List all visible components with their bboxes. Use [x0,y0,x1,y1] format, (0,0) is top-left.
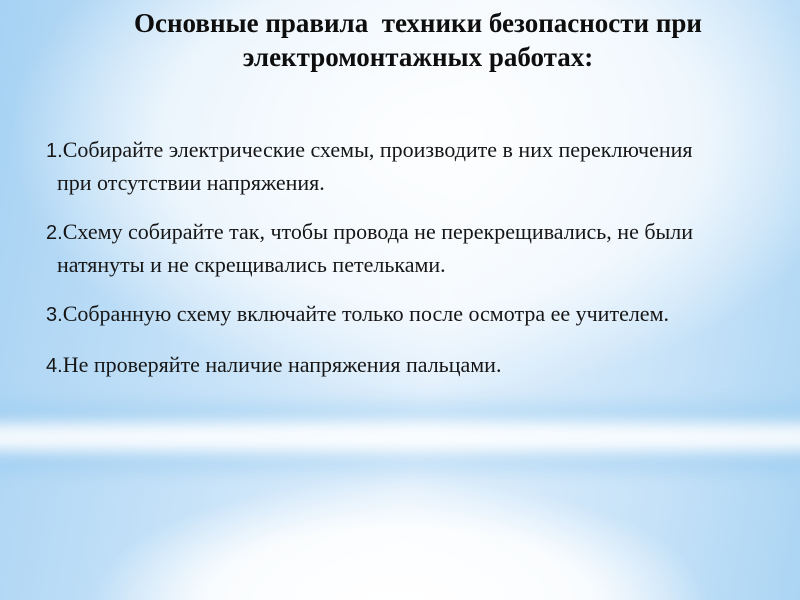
list-item-1 [46,134,741,198]
background-streak-white [0,424,800,452]
background-streak-blue-lower [0,454,800,472]
item-2-number: 2. [46,222,63,244]
list-item-3 [46,298,741,331]
item-3-text-line-1: Собранную схему включайте только после осмотра ее учителем. [62,301,669,326]
background-streak-blue-upper [0,402,800,422]
slide-title-line-1: Основные правила техники безопасности при [134,8,702,38]
list-item-4 [46,349,741,382]
item-1-number: 1. [46,140,63,162]
item-1-text-line-2: при отсутствии напряжения. [57,170,325,195]
item-4-text-line-1: Не проверяйте наличие напряжения пальцами. [62,352,502,377]
list-item-2 [46,216,741,280]
item-3-number: 3. [46,304,63,326]
item-1-text-line-1: Собирайте электрические схемы, производите в них переключения [62,137,693,162]
item-2-text-line-2: натянуты и не скрещивались петельками. [57,252,446,277]
slide-title [36,6,800,74]
slide-title-line-2: электромонтажных работах: [242,42,594,72]
safety-rules-list [46,134,741,400]
item-2-text-line-1: Схему собирайте так, чтобы провода не перекрещивались, не были [62,219,694,244]
item-4-number: 4. [46,355,63,377]
